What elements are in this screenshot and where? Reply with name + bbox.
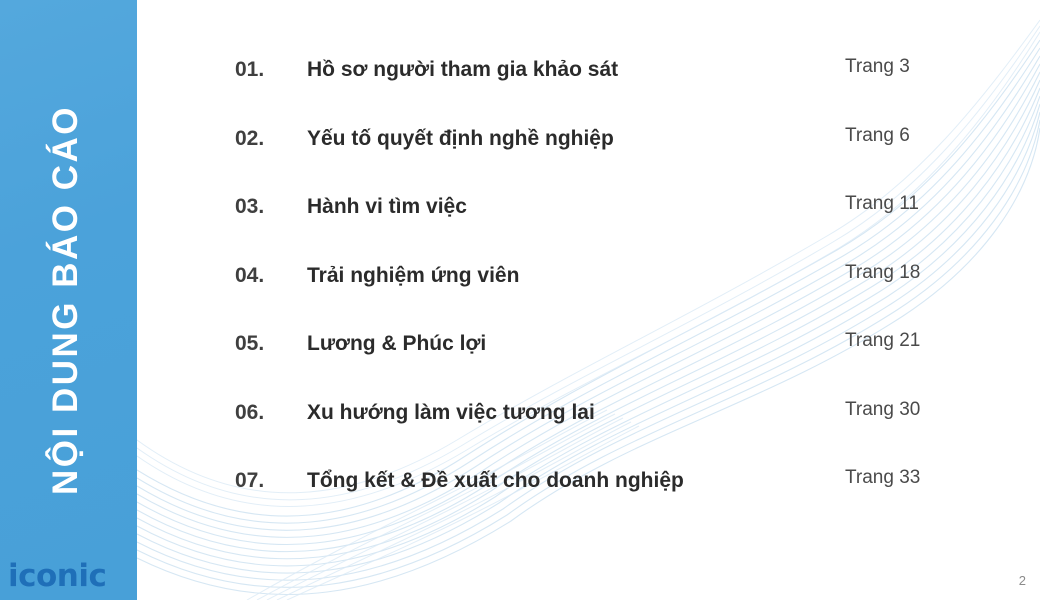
- table-of-contents: [235, 58, 975, 538]
- item-page: Trang 11: [845, 193, 919, 214]
- item-title: Hành vi tìm việc: [307, 195, 467, 218]
- item-page: Trang 30: [845, 398, 921, 420]
- list-item[interactable]: [235, 58, 975, 127]
- item-page: Trang 6: [845, 124, 910, 146]
- item-title: Xu hướng làm việc tương lai: [307, 400, 595, 424]
- list-item[interactable]: [235, 124, 975, 196]
- item-number: 03.: [235, 195, 265, 218]
- sidebar-title: NỘI DUNG BÁO CÁO: [45, 105, 85, 495]
- item-number: 02.: [235, 126, 265, 150]
- item-title: Lương & Phúc lợi: [307, 332, 487, 355]
- list-item[interactable]: [235, 261, 975, 333]
- list-item[interactable]: [235, 332, 975, 401]
- item-page: Trang 21: [845, 330, 921, 351]
- sidebar-panel: [0, 0, 137, 600]
- item-title: Trải nghiệm ứng viên: [307, 263, 520, 287]
- item-title: Hồ sơ người tham gia khảo sát: [307, 58, 619, 81]
- item-page: Trang 33: [845, 467, 921, 488]
- item-number: 04.: [235, 263, 265, 287]
- page-number: 2: [1018, 573, 1026, 588]
- item-page: Trang 18: [845, 261, 921, 283]
- list-item[interactable]: [235, 195, 975, 264]
- item-page: Trang 3: [845, 56, 910, 77]
- item-number: 06.: [235, 400, 265, 424]
- list-item[interactable]: [235, 398, 975, 470]
- item-number: 01.: [235, 58, 265, 81]
- item-number: 07.: [235, 469, 265, 492]
- iconic-logo: iconic: [8, 558, 107, 594]
- item-title: Yếu tố quyết định nghề nghiệp: [307, 126, 614, 150]
- item-title: Tổng kết & Đề xuất cho doanh nghiệp: [307, 469, 684, 492]
- item-number: 05.: [235, 332, 265, 355]
- list-item[interactable]: [235, 469, 975, 538]
